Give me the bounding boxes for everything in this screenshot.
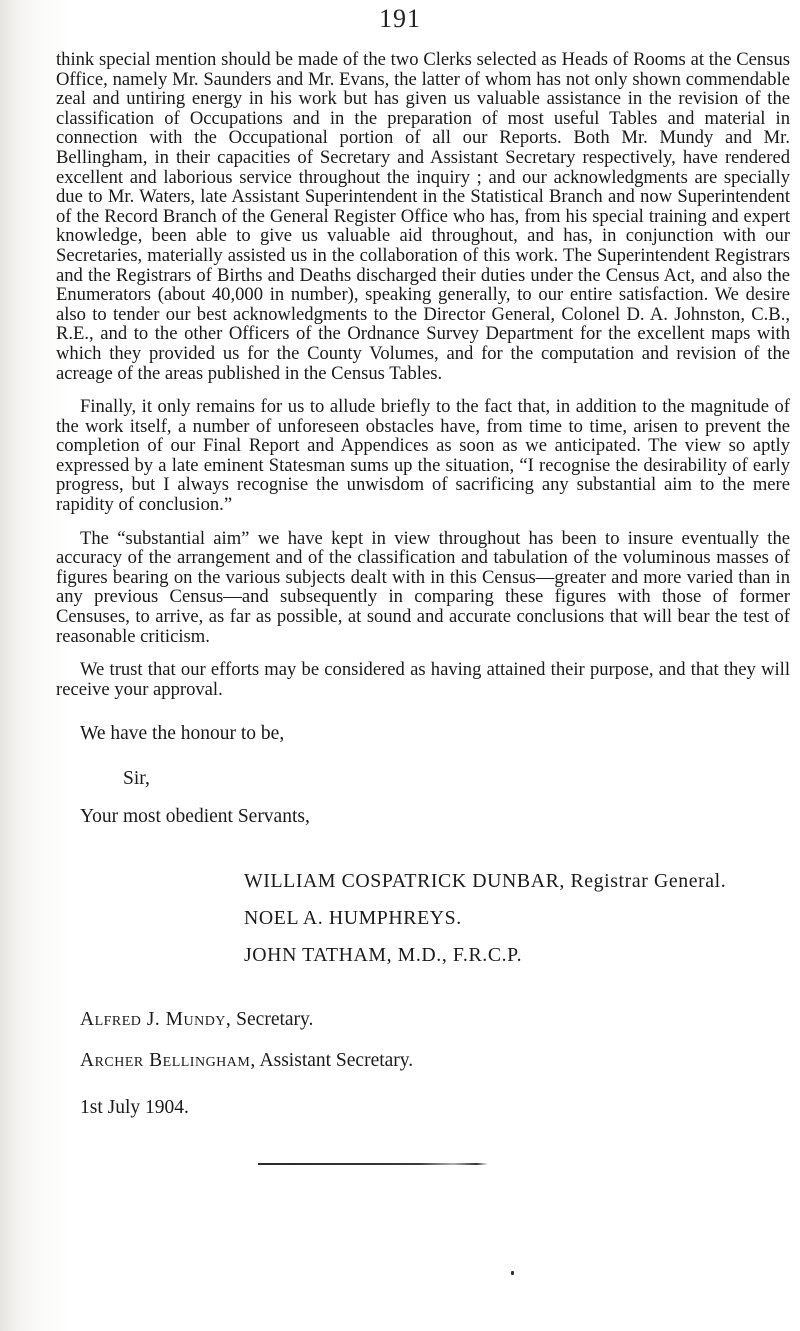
salutation: Sir, bbox=[123, 768, 150, 789]
signatory-tatham: JOHN TATHAM, M.D., F.R.C.P. bbox=[244, 944, 523, 966]
page-number: 191 bbox=[379, 4, 421, 33]
paragraph-obstacles: Finally, it only remains for us to allude briefly to the fact that, in addition to the magnitude of the work itself, a number of unforeseen obstacles have, from time to time, arisen to prevent the completion of our Final Report and Appendices as soon as we anticipated. The view so aptly expressed by a late eminent Statesman sums up the situation, “I recognise the desirability of early progress, but I always recognise the unwisdom of sacrificing any substantial aim to the mere rapidity of conclusion.” bbox=[56, 396, 790, 516]
servants-line: Your most obedient Servants, bbox=[80, 806, 310, 827]
closing-rule bbox=[258, 1163, 488, 1165]
signatory-registrar-general: WILLIAM COSPATRICK DUNBAR, Registrar General. bbox=[244, 870, 727, 892]
officer-title: Assistant Secretary. bbox=[259, 1050, 414, 1071]
paragraph-substantial-aim: The “substantial aim” we have kept in view throughout has been to insure eventually the accuracy of the arrangement and of the classification and tabulation of the voluminous masses of figures bearing on the various subjects dealt with in this Census—greater and more varied than in any previous Census—and subsequently in comparing these figures with those of former Censuses, to arrive, as far as possible, at sound and accurate conclusions that will bear the test of reasonable criticism. bbox=[56, 527, 790, 647]
paragraph-acknowledgments: think special mention should be made of the two Clerks selected as Heads of Rooms at the Census Office, namely Mr. Saunders and Mr. Evans, the latter of whom has not only shown commendable zeal and untiring energy in his work but has given us valuable assistance in the revision of the classification of Occupations and in the preparation of most useful Tables and material in connection with the Occupational portion of all our Reports. Both Mr. Mundy and Mr. Bellingham, in their capacities of Secretary and Assistant Secretary respectively, have rendered excellent and laborious service throughout the inquiry ; and our acknowledgments are specially due to Mr. Waters, late Assistant Superintendent in the Statistical Branch and now Superintendent of the Record Branch of the General Register Office who has, from his special training and expert knowledge, been able to give us valuable aid throughout, and has, in conjunction with our Secretaries, materially assisted us in the collaboration of this work. The Superintendent Registrars and the Registrars of Births and Deaths discharged their duties under the Census Act, and also the Enumerators (about 40,000 in number), speaking generally, to our entire satisfaction. We desire also to tender our best acknowledgments to the Director General, Colonel D. A. Johnston, C.B., R.E., and to the other Officers of the Ordnance Survey Department for the excellent maps with which they provided us for the County Volumes, and for the computation and revision of the acreage of the areas published in the Census Tables. bbox=[56, 49, 790, 384]
closing-honour-line: We have the honour to be, bbox=[80, 723, 285, 744]
officer-title: Secretary. bbox=[236, 1009, 314, 1030]
officer-secretary bbox=[80, 1009, 313, 1031]
report-body bbox=[56, 50, 790, 699]
paragraph-approval: We trust that our efforts may be considered as having attained their purpose, and that they will receive your approval. bbox=[56, 659, 790, 700]
report-date: 1st July 1904. bbox=[80, 1097, 189, 1118]
officer-name: Alfred J. Mundy, bbox=[80, 1009, 232, 1030]
officer-name: Archer Bellingham, bbox=[80, 1050, 256, 1071]
officer-assistant-secretary bbox=[80, 1050, 413, 1072]
ink-speck bbox=[511, 1271, 514, 1275]
signatory-humphreys: NOEL A. HUMPHREYS. bbox=[244, 907, 462, 929]
